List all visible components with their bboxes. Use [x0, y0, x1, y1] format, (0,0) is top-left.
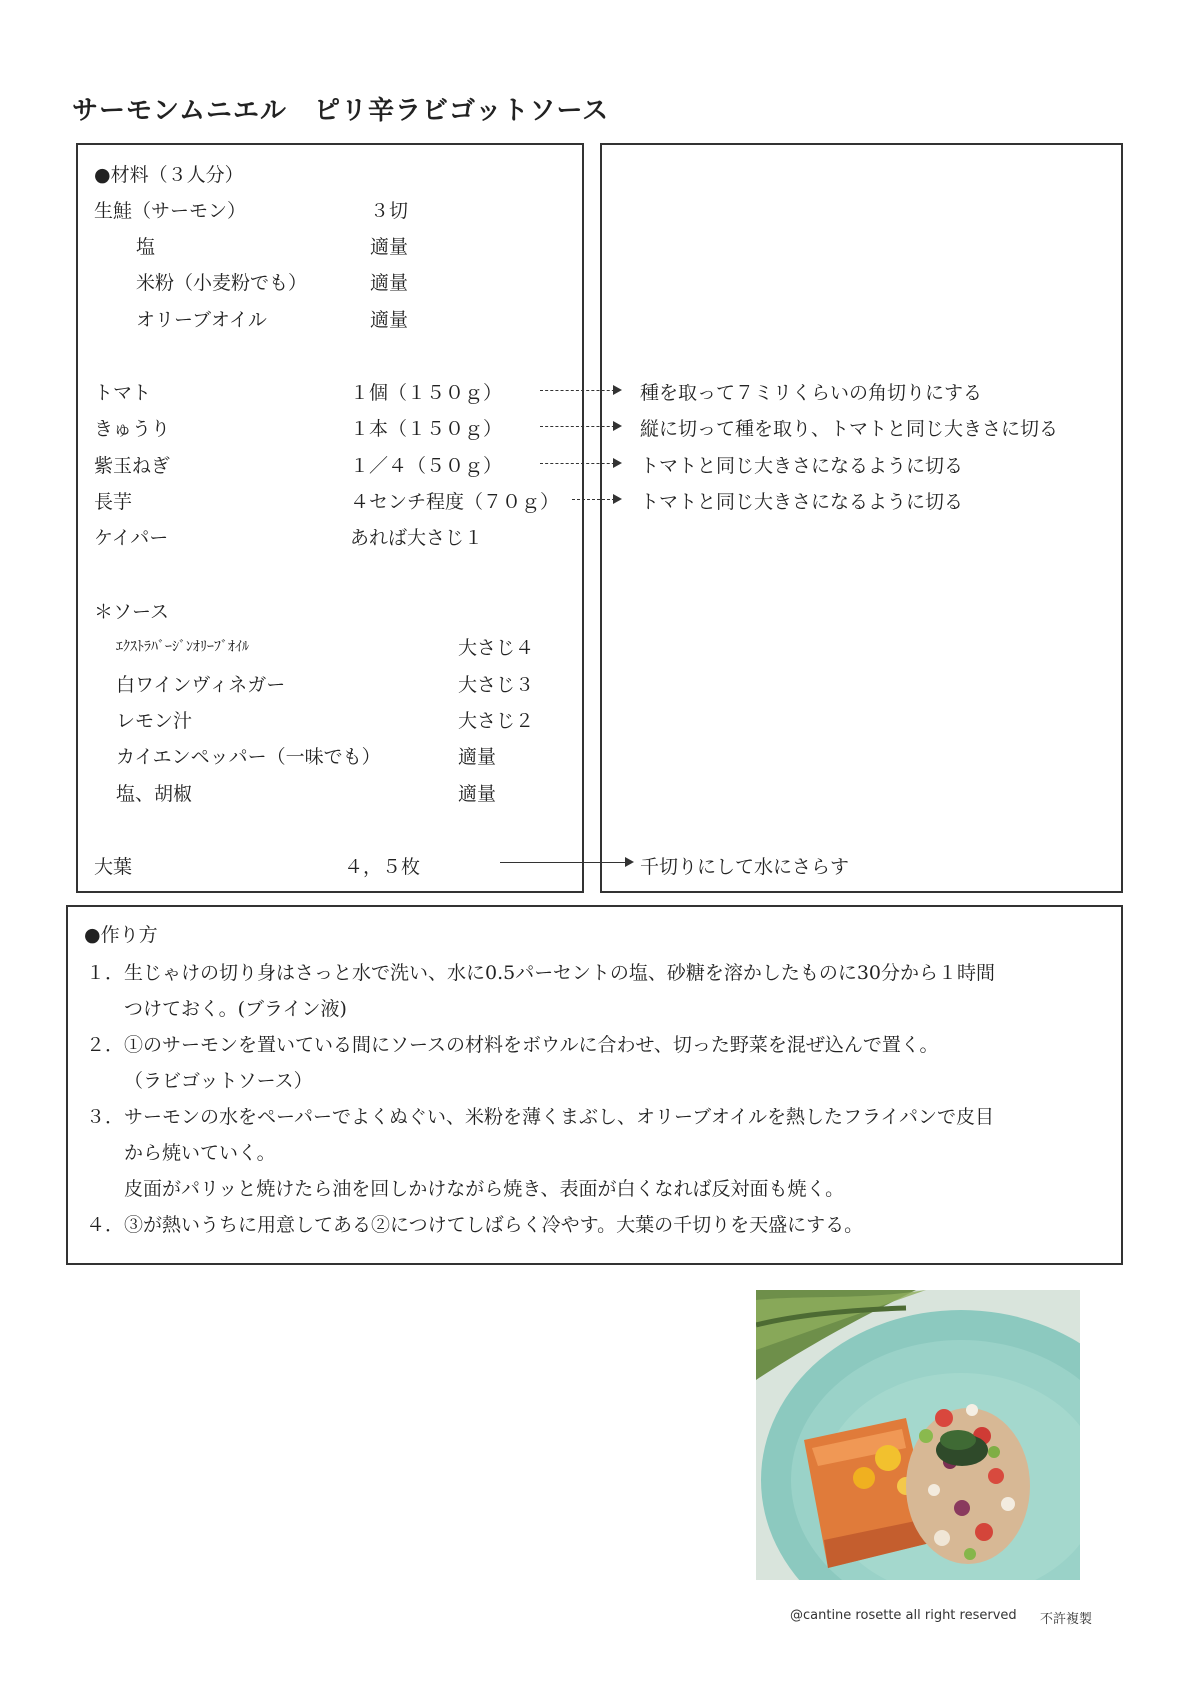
ingredient-shiso-qty: ４，５枚 — [344, 856, 421, 878]
arrow-cucumber — [540, 426, 620, 427]
ingredient-red-onion-qty: １／４（５０ｇ） — [350, 455, 503, 477]
ingredient-salmon-qty: ３切 — [370, 200, 409, 222]
page-title: サーモンムニエル ピリ辛ラビゴットソース — [72, 96, 610, 126]
ingredient-tomato-name: トマト — [94, 382, 152, 404]
sauce-cayenne-name: カイエンペッパー（一味でも） — [116, 746, 381, 768]
method-heading: ●作り方 — [84, 924, 158, 946]
ingredient-salt-name: 塩 — [136, 236, 156, 258]
method-step-1: １．生じゃけの切り身はさっと水で洗い、水に0.5パーセントの塩、砂糖を溶かしたものに30分から１時間 — [86, 962, 996, 984]
ingredient-olive-oil-qty: 適量 — [370, 309, 409, 331]
ingredient-rice-flour-name: 米粉（小麦粉でも） — [136, 272, 308, 294]
ingredient-caper-qty: あれば大さじ１ — [350, 527, 484, 549]
sauce-lemon-name: レモン汁 — [116, 710, 193, 732]
method-step-3-cont: から焼いていく。 — [124, 1142, 276, 1164]
ingredient-olive-oil-name: オリーブオイル — [136, 309, 267, 331]
sauce-cayenne-qty: 適量 — [458, 746, 497, 768]
copyright-text: @cantine rosette all right reserved — [790, 1608, 1017, 1623]
sauce-vinegar-name: 白ワインヴィネガー — [116, 674, 286, 696]
ingredient-caper-name: ケイパー — [94, 527, 169, 549]
prep-shiso: 千切りにして水にさらす — [640, 856, 850, 878]
method-step-2: ２．①のサーモンを置いている間にソースの材料をボウルに合わせ、切った野菜を混ぜ込んで置く。 — [86, 1034, 939, 1056]
arrow-leek — [572, 499, 620, 500]
ingredient-red-onion-name: 紫玉ねぎ — [94, 455, 171, 477]
arrow-red-onion — [540, 463, 620, 464]
method-step-1-cont: つけておく。(ブライン液) — [124, 998, 347, 1020]
method-step-3-cont2: 皮面がパリッと焼けたら油を回しかけながら焼き、表面が白くなれば反対面も焼く。 — [124, 1178, 845, 1200]
method-step-3: ３．サーモンの水をペーパーでよくぬぐい、米粉を薄くまぶし、オリーブオイルを熱したフライパンで皮目 — [86, 1106, 995, 1128]
sauce-salt-pepper-name: 塩、胡椒 — [116, 783, 193, 805]
ingredient-leek-name: 長芋 — [94, 491, 133, 513]
ingredient-tomato-qty: １個（１５０ｇ） — [350, 382, 503, 404]
method-step-2-cont: （ラビゴットソース） — [124, 1070, 313, 1092]
sauce-evoo-name: ｴｸｽﾄﾗﾊﾞｰｼﾞﾝｵﾘｰﾌﾞｵｲﾙ — [116, 639, 249, 655]
sauce-heading: ＊ソース — [94, 601, 170, 623]
no-reproduction-notice: 不許複製 — [1040, 1612, 1093, 1627]
prep-cucumber: 縦に切って種を取り、トマトと同じ大きさに切る — [640, 418, 1059, 440]
arrow-shiso — [500, 862, 632, 863]
ingredient-shiso-name: 大葉 — [94, 856, 133, 878]
arrow-tomato — [540, 390, 620, 391]
ingredient-leek-qty: ４センチ程度（７０ｇ） — [350, 491, 560, 513]
method-step-4: ４．③が熱いうちに用意してある②につけてしばらく冷やす。大葉の千切りを天盛にする。 — [86, 1214, 864, 1236]
prep-leek: トマトと同じ大きさになるように切る — [640, 491, 964, 513]
ingredient-cucumber-qty: １本（１５０ｇ） — [350, 418, 503, 440]
prep-tomato: 種を取って７ミリくらいの角切りにする — [640, 382, 983, 404]
ingredient-salmon-name: 生鮭（サーモン） — [94, 200, 247, 222]
sauce-evoo-qty: 大さじ４ — [458, 637, 535, 659]
prep-red-onion: トマトと同じ大きさになるように切る — [640, 455, 964, 477]
ingredient-rice-flour-qty: 適量 — [370, 272, 409, 294]
ingredient-cucumber-name: きゅうり — [94, 418, 171, 440]
sauce-lemon-qty: 大さじ２ — [458, 710, 535, 732]
ingredients-heading: ●材料（３人分） — [94, 164, 244, 186]
sauce-salt-pepper-qty: 適量 — [458, 783, 497, 805]
sauce-vinegar-qty: 大さじ３ — [458, 674, 535, 696]
ingredient-salt-qty: 適量 — [370, 236, 409, 258]
preparation-box — [600, 143, 1123, 893]
dish-photo — [756, 1290, 1080, 1580]
